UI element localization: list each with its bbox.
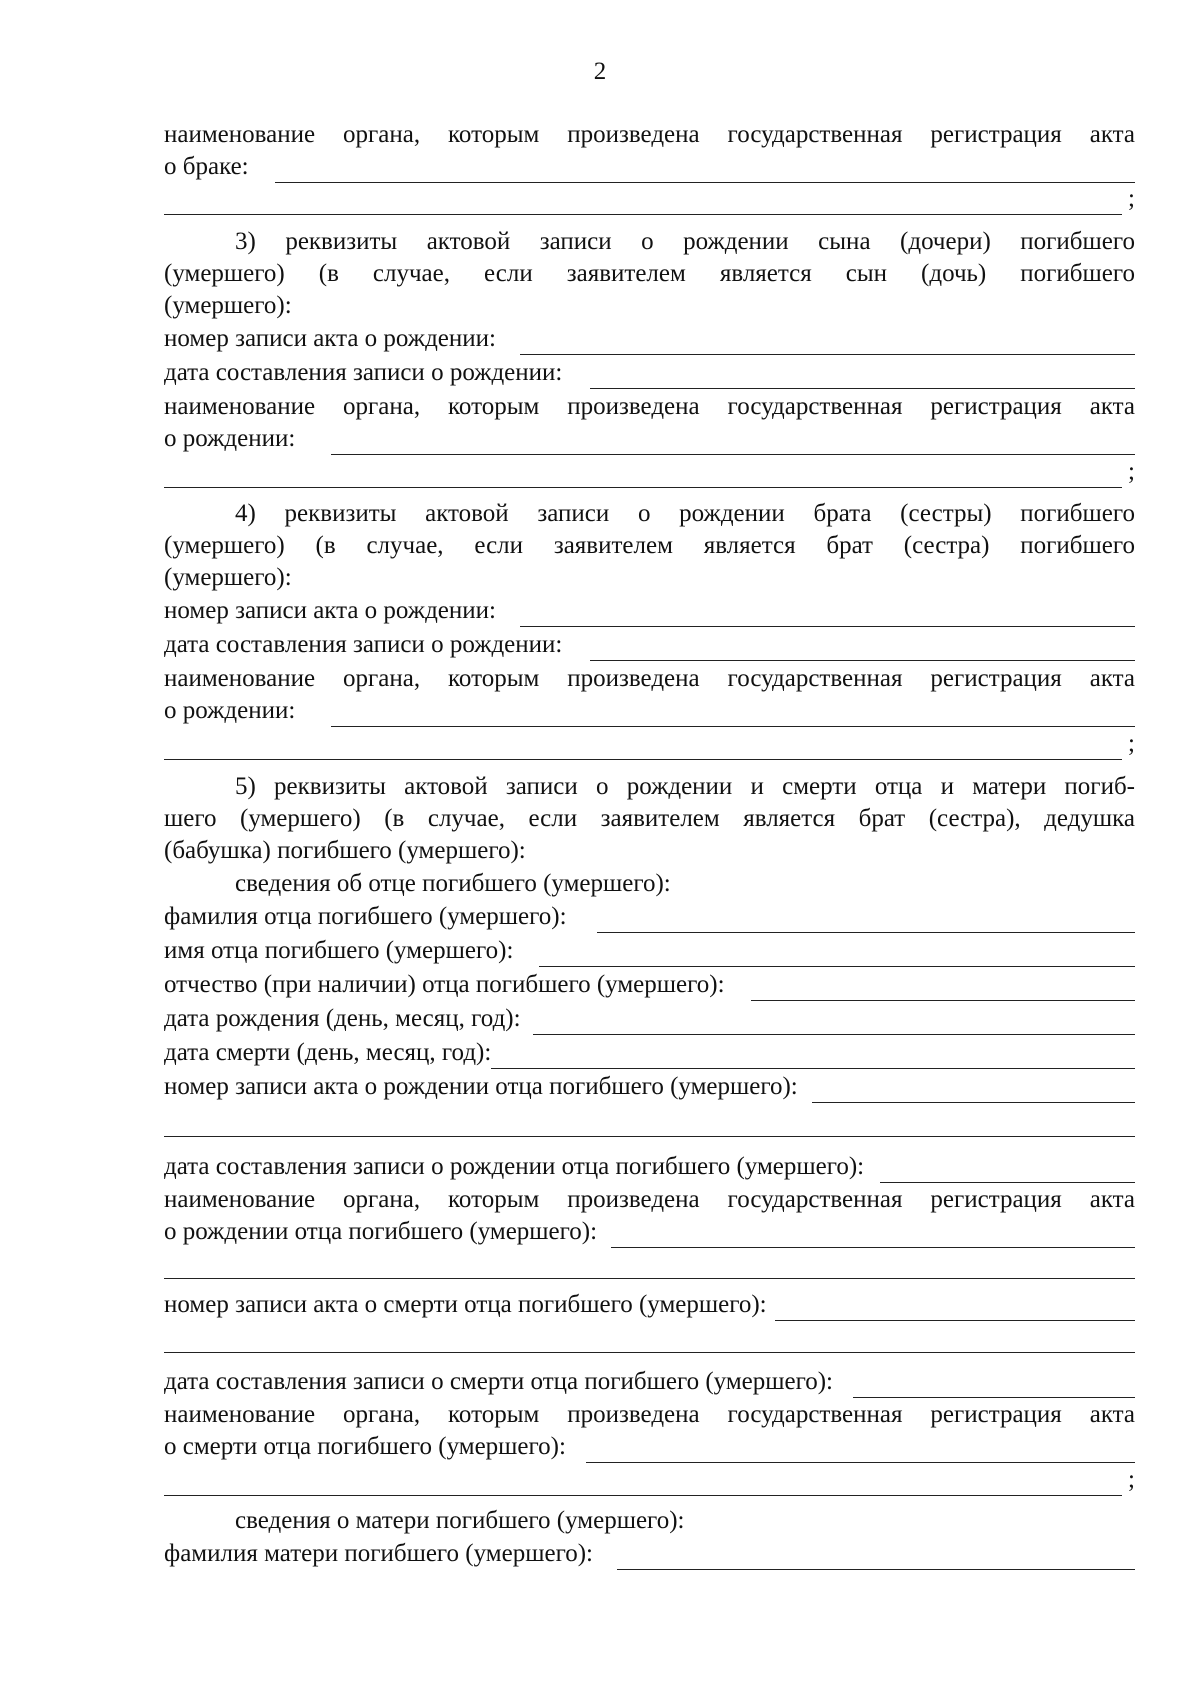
father-name-label: имя отца погибшего (умершего): (164, 937, 514, 964)
father-patronymic-field[interactable] (751, 978, 1135, 1001)
s3-organ-field[interactable] (331, 432, 1135, 455)
father-death-date-rec-field[interactable] (853, 1375, 1135, 1398)
father-death-organ-label: о смерти отца погибшего (умершего): (164, 1433, 566, 1460)
section-5-text: шего (умершего) (в случае, если заявителем является брат (сестра), дедушка (164, 805, 1135, 832)
father-birth-date-label: дата рождения (день, месяц, год): (164, 1005, 521, 1032)
page-number: 2 (593, 58, 607, 85)
section-4-heading: 4) реквизиты актовой записи о рождении брата (сестры) погибшего (235, 500, 1135, 527)
marriage-organ-field[interactable] (275, 160, 1135, 183)
mother-surname-row (164, 1538, 1135, 1570)
father-birth-date-rec-row (164, 1151, 1135, 1183)
father-name-field[interactable] (539, 944, 1135, 967)
s4-organ-field[interactable] (331, 704, 1135, 727)
semicolon: ; (1128, 458, 1135, 485)
father-birth-organ-row-2 (164, 1256, 1135, 1279)
birth-organ-label: о рождении: (164, 425, 296, 452)
semicolon: ; (1128, 1466, 1135, 1493)
father-surname-field[interactable] (597, 910, 1135, 933)
mother-info-heading: сведения о матери погибшего (умершего): (235, 1507, 685, 1534)
marriage-organ-row (164, 151, 1135, 183)
father-birth-organ-label: о рождении отца погибшего (умершего): (164, 1218, 598, 1245)
s3-birth-date-row (164, 357, 1135, 389)
father-info-heading: сведения об отце погибшего (умершего): (235, 870, 671, 897)
father-birth-organ-line: наименование органа, которым произведена государственная регистрация акта (164, 1186, 1135, 1213)
section-3-text-end: (умершего): (164, 292, 292, 319)
father-death-date-rec-label: дата составления записи о смерти отца погибшего (умершего): (164, 1368, 833, 1395)
s4-organ-line: наименование органа, которым произведена государственная регистрация акта (164, 665, 1135, 692)
s4-organ-row (164, 695, 1135, 727)
s4-birth-number-row (164, 595, 1135, 627)
father-birth-num-row-2 (164, 1114, 1135, 1137)
s3-organ-field-2[interactable] (164, 465, 1122, 488)
birth-organ-label: о рождении: (164, 697, 296, 724)
father-death-organ-row (164, 1431, 1135, 1463)
section-4-text: (умершего) (в случае, если заявителем является брат (сестра) погибшего (164, 532, 1135, 559)
semicolon: ; (1128, 185, 1135, 212)
s4-birth-date-row (164, 629, 1135, 661)
mother-surname-label: фамилия матери погибшего (умершего): (164, 1540, 593, 1567)
birth-number-label: номер записи акта о рождении: (164, 597, 496, 624)
father-birth-num-field-2[interactable] (164, 1114, 1135, 1137)
father-birth-num-label: номер записи акта о рождении отца погибшего (умершего): (164, 1073, 798, 1100)
father-death-date-row (164, 1037, 1135, 1069)
father-death-organ-field-2[interactable] (164, 1473, 1122, 1496)
father-death-date-rec-row (164, 1366, 1135, 1398)
s4-birth-date-field[interactable] (590, 638, 1135, 661)
semicolon: ; (1128, 730, 1135, 757)
father-birth-organ-field-2[interactable] (164, 1256, 1135, 1279)
father-death-num-row-2 (164, 1330, 1135, 1353)
section-4-text-end: (умершего): (164, 564, 292, 591)
s4-organ-field-2[interactable] (164, 737, 1122, 760)
father-death-date-field[interactable] (491, 1046, 1135, 1069)
father-birth-date-rec-field[interactable] (880, 1160, 1135, 1183)
s3-organ-row (164, 423, 1135, 455)
father-birth-date-rec-label: дата составления записи о рождении отца погибшего (умершего): (164, 1153, 865, 1180)
father-death-num-row (164, 1289, 1135, 1321)
birth-date-label: дата составления записи о рождении: (164, 631, 563, 658)
father-birth-num-row (164, 1071, 1135, 1103)
father-death-num-label: номер записи акта о смерти отца погибшего (умершего): (164, 1291, 767, 1318)
father-birth-organ-field[interactable] (611, 1225, 1135, 1248)
father-birth-num-field[interactable] (812, 1080, 1135, 1103)
marriage-organ-row-2 (164, 183, 1135, 215)
father-death-num-field[interactable] (775, 1298, 1135, 1321)
father-birth-organ-row (164, 1216, 1135, 1248)
father-patronymic-row (164, 969, 1135, 1001)
section-5-text-end: (бабушка) погибшего (умершего): (164, 837, 526, 864)
father-death-organ-line: наименование органа, которым произведена государственная регистрация акта (164, 1401, 1135, 1428)
s3-birth-number-row (164, 323, 1135, 355)
father-surname-row (164, 901, 1135, 933)
section-3-text: (умершего) (в случае, если заявителем является сын (дочь) погибшего (164, 260, 1135, 287)
father-surname-label: фамилия отца погибшего (умершего): (164, 903, 567, 930)
father-death-organ-field[interactable] (586, 1440, 1135, 1463)
organ-label-line: наименование органа, которым произведена государственная регистрация акта (164, 121, 1135, 148)
s3-birth-number-field[interactable] (520, 332, 1135, 355)
father-death-organ-row-2 (164, 1464, 1135, 1496)
mother-surname-field[interactable] (617, 1547, 1135, 1570)
marriage-organ-label: о браке: (164, 153, 249, 180)
s4-birth-number-field[interactable] (520, 604, 1135, 627)
birth-date-label: дата составления записи о рождении: (164, 359, 563, 386)
father-birth-date-field[interactable] (533, 1012, 1135, 1035)
father-patronymic-label: отчество (при наличии) отца погибшего (умершего): (164, 971, 725, 998)
section-3-heading: 3) реквизиты актовой записи о рождении сына (дочери) погибшего (235, 228, 1135, 255)
s3-birth-date-field[interactable] (590, 366, 1135, 389)
s3-organ-row-2 (164, 456, 1135, 488)
s4-organ-row-2 (164, 728, 1135, 760)
birth-number-label: номер записи акта о рождении: (164, 325, 496, 352)
section-5-heading: 5) реквизиты актовой записи о рождении и смерти отца и матери погиб- (235, 773, 1135, 800)
marriage-organ-field-2[interactable] (164, 192, 1122, 215)
father-name-row (164, 935, 1135, 967)
father-death-date-label: дата смерти (день, месяц, год): (164, 1039, 492, 1066)
father-death-num-field-2[interactable] (164, 1330, 1135, 1353)
father-birth-date-row (164, 1003, 1135, 1035)
s3-organ-line: наименование органа, которым произведена государственная регистрация акта (164, 393, 1135, 420)
